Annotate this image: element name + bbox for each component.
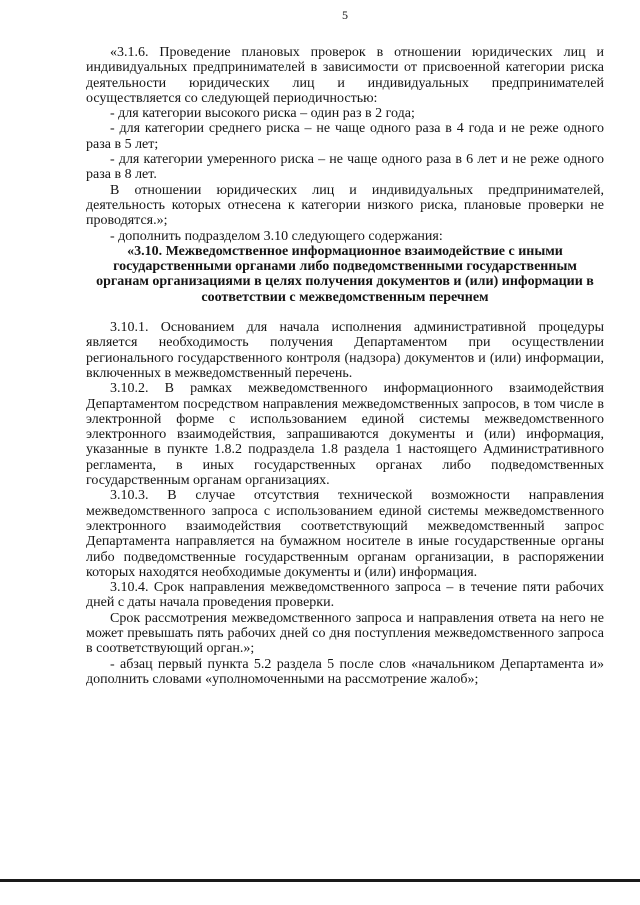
page-number: 5: [342, 8, 348, 22]
list-item-medium-risk: - для категории среднего риска – не чаще одного раза в 4 года и не реже одного раза в 5 лет;: [86, 121, 604, 152]
paragraph-low-risk: В отношении юридических лиц и индивидуальных предпринимателей, деятельность которых отнесена к категории низкого риска, плановые проверки не проводятся.»;: [86, 182, 604, 229]
paragraph-response-term: Срок рассмотрения межведомственного запроса и направления ответа на него не может превышать пять рабочих дней со дня поступления межведомственного запроса в соответствующий орган.»;: [86, 610, 604, 657]
paragraph-amend-5-2: - абзац первый пункта 5.2 раздела 5 после слов «начальником Департамента и» дополнить словами «уполномоченными на рассмотрение жалоб»;: [86, 656, 604, 687]
section-heading-3-10: «3.10. Межведомственное информационное взаимодействие с иными государственными органами либо подведомственными государственным органам организациями в целях получения документов и (или) информации в соответствии с межведомственным перечнем: [96, 243, 594, 305]
heading-spacer: [86, 305, 604, 320]
document-body: [86, 45, 604, 687]
paragraph-3-10-1: 3.10.1. Основанием для начала исполнения административной процедуры является необходимость получения Департаментом при осуществлении регионального государственного контроля (надзора) документов и (или) информации, включенных в межведомственный перечень.: [86, 320, 604, 381]
bottom-rule: [0, 879, 640, 882]
paragraph-add-subsection: - дополнить подразделом 3.10 следующего содержания:: [110, 228, 443, 244]
paragraph-3-1-6: «3.1.6. Проведение плановых проверок в отношении юридических лиц и индивидуальных предпринимателей в зависимости от присвоенной категории риска деятельности юридических лиц и индивидуальных предпринимателей осуществляется со следующей периодичностью:: [86, 45, 604, 106]
paragraph-3-10-3: 3.10.3. В случае отсутствия технической возможности направления межведомственного запроса с использованием единой системы межведомственного электронного взаимодействия соответствующий межведомственный запрос Департамента направляется на бумажном носителе в иные государственные органы либо подведомственные государственным органам организации, в распоряжении которых находятся необходимые документы и (или) информация.: [86, 488, 604, 580]
paragraph-3-10-4: 3.10.4. Срок направления межведомственного запроса – в течение пяти рабочих дней с даты начала проведения проверки.: [86, 580, 604, 611]
list-item-moderate-risk: - для категории умеренного риска – не чаще одного раза в 6 лет и не реже одного раза в 8 лет.: [86, 152, 604, 183]
list-item-high-risk: - для категории высокого риска – один раз в 2 года;: [110, 106, 415, 122]
paragraph-3-10-2: 3.10.2. В рамках межведомственного информационного взаимодействия Департаментом посредством направления межведомственных запросов, в том числе в электронной форме с использованием единой системы межведомственного электронного взаимодействия, запрашиваются документы и (или) информация, указанные в пункте 1.8.2 подраздела 1.8 раздела 1 настоящего Административного регламента, в иных государственных органах либо подведомственных государственным органам организациях.: [86, 381, 604, 489]
